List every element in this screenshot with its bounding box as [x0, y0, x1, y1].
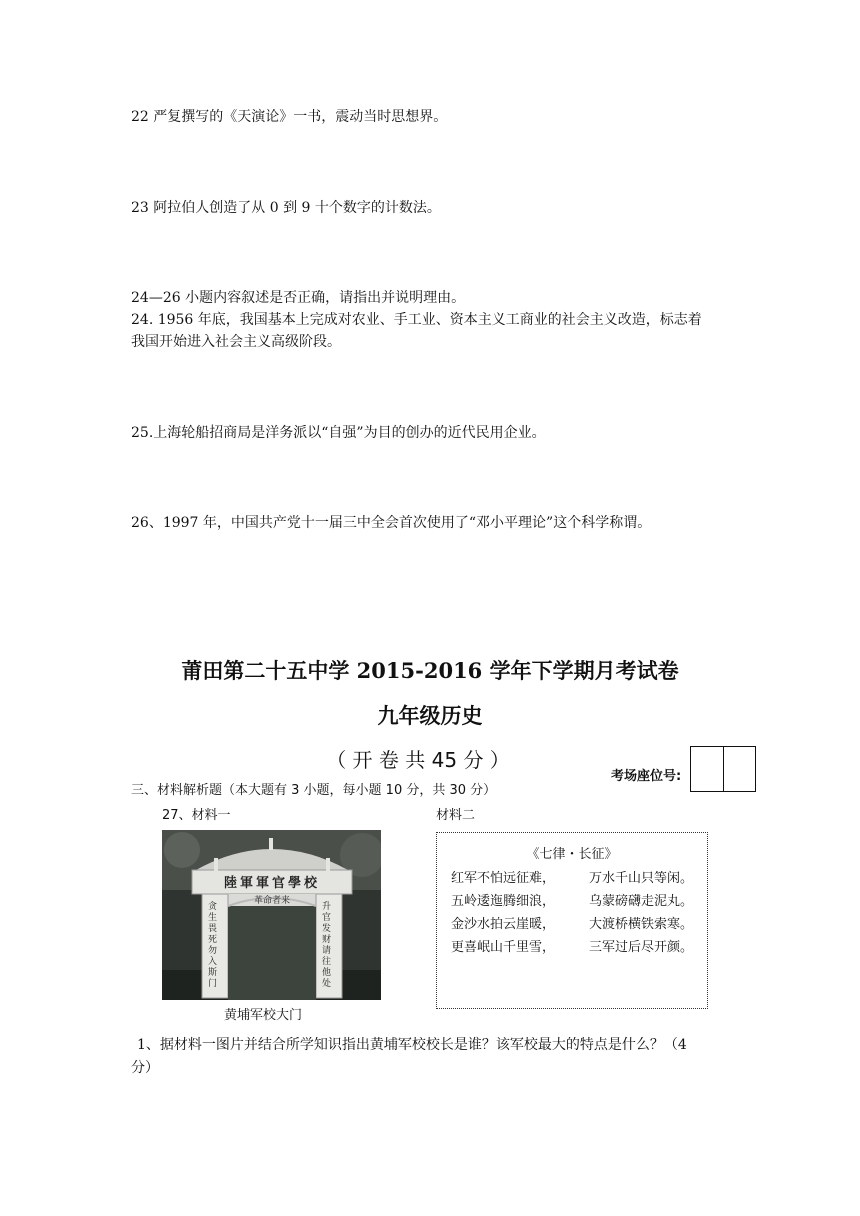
section-3-heading: 三、材料解析题（本大题有 3 小题，每小题 10 分，共 30 分） — [131, 783, 497, 798]
poem-line-first-half: 金沙水拍云崖暖， — [451, 917, 556, 932]
poem-line-first-half: 更喜岷山千里雪， — [451, 940, 556, 955]
question-27-label: 27、材料一 — [162, 808, 231, 823]
poem-line — [451, 867, 694, 886]
question-22: 22 严复撰写的《天演论》一书，震动当时思想界。 — [131, 109, 448, 125]
poem-line — [451, 913, 694, 932]
gate-sign-mid: 革命者来 — [253, 896, 290, 906]
question-26: 26、1997 年，中国共产党十一届三中全会首次使用了“邓小平理论”这个科学称谓。 — [131, 515, 652, 531]
sub-question-1-line2: 分） — [131, 1060, 159, 1076]
gate-illustration — [162, 830, 381, 1000]
gate-right-couplet: 升官发财请往他处 — [322, 902, 332, 989]
photo-caption: 黄埔军校大门 — [224, 1008, 303, 1023]
instruction-24-26: 24—26 小题内容叙述是否正确，请指出并说明理由。 — [131, 290, 466, 306]
poem-line — [451, 890, 694, 909]
question-24-line2: 我国开始进入社会主义高级阶段。 — [131, 334, 341, 350]
gate-left-couplet: 贪生畏死勿入斯门 — [208, 902, 218, 989]
school-title: 莆田第二十五中学 2015-2016 学年下学期月考试卷 — [181, 658, 679, 683]
exam-info: （ 开 卷 共 45 分 ） — [326, 748, 510, 772]
seat-number-box[interactable] — [690, 746, 756, 792]
poem-title: 《七律・长征》 — [526, 847, 618, 862]
gate-sign-top: 陸軍軍官學校 — [223, 876, 320, 891]
seat-number-label: 考场座位号: — [611, 769, 682, 784]
poem-line-first-half: 五岭逶迤腾细浪， — [451, 894, 556, 909]
poem-box — [436, 832, 708, 1009]
seat-cell-2[interactable] — [723, 747, 756, 791]
question-23: 23 阿拉伯人创造了从 0 到 9 十个数字的计数法。 — [131, 200, 441, 216]
whampoa-gate-photo — [162, 830, 381, 1000]
material-2-label: 材料二 — [436, 808, 476, 823]
poem-line-second-half: 三军过后尽开颜。 — [589, 940, 694, 955]
question-24-line1: 24. 1956 年底，我国基本上完成对农业、手工业、资本主义工商业的社会主义改造，标志着 — [131, 312, 702, 328]
subject-title: 九年级历史 — [377, 703, 483, 728]
question-25: 25.上海轮船招商局是洋务派以“自强”为目的创办的近代民用企业。 — [131, 425, 546, 441]
sub-question-1-line1: 1、据材料一图片并结合所学知识指出黄埔军校校长是谁？该军校最大的特点是什么？（4 — [137, 1037, 687, 1053]
poem-line-first-half: 红军不怕远征难， — [451, 871, 556, 886]
poem-line-second-half: 乌蒙磅礴走泥丸。 — [589, 894, 694, 909]
poem-line-second-half: 万水千山只等闲。 — [589, 871, 694, 886]
poem-line-second-half: 大渡桥横铁索寒。 — [589, 917, 694, 932]
poem-line — [451, 936, 694, 955]
seat-cell-1[interactable] — [691, 747, 723, 791]
